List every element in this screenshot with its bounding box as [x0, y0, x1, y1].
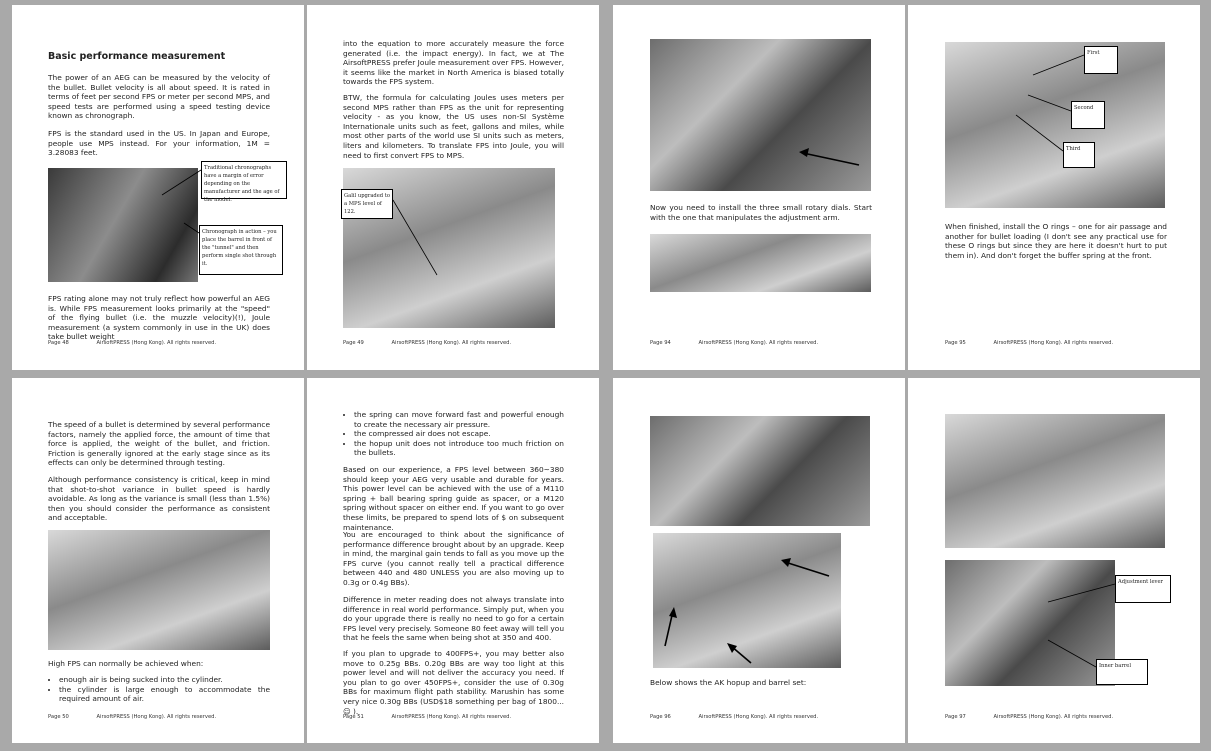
adjustment-arm-photo	[650, 234, 871, 292]
paragraph: Although performance consistency is critical, keep in mind that shot-to-shot variance in bullet speed is hardly avoidable. As long as the variance is small (less than 1.5%) then you should consider the performance as consistent and acceptable.	[48, 475, 270, 523]
paragraph: Below shows the AK hopup and barrel set:	[650, 678, 807, 687]
section-heading: Basic performance measurement	[48, 51, 226, 62]
list-item: • the spring can move forward fast and powerful enough to create the necessary air pressure.	[354, 410, 564, 429]
callout-lines	[307, 5, 599, 370]
page-footer	[650, 340, 844, 346]
page-50	[12, 378, 304, 743]
page-number: Page 48	[48, 340, 69, 346]
page-number: Page 94	[650, 340, 671, 346]
paragraph: Difference in meter reading does not always translate into difference in real world performance. Simply put, when you do your upgrade there is really no need to go for a certain FPS level very precisely. Someone 80 feet away will tell you that he feels the same when being shot at 350 and 400.	[343, 595, 564, 643]
page-51	[307, 378, 599, 743]
page-48	[12, 5, 304, 370]
page-footer	[343, 714, 537, 720]
page-footer	[945, 714, 1139, 720]
paragraph: If you plan to upgrade to 400FPS+, you may better also move to 0.25g BBs. 0.20g BBs are way too light at this power level and will not deliver the accuracy you need. If you plan to go over 450FPS+, consider the use of 0.30g BBs for maximum flight path stability. Marushin has some very nice 0.30g BBs (USD$18 something per bag of 1800... ☺ ).	[343, 649, 564, 716]
paragraph: High FPS can normally be achieved when:	[48, 659, 204, 668]
callout-lines	[908, 378, 1200, 743]
copyright: AirsoftPRESS (Hong Kong). All rights reserved.	[96, 340, 217, 346]
label-first: First	[1084, 46, 1118, 74]
page-94	[613, 5, 905, 370]
paragraph: Now you need to install the three small rotary dials. Start with the one that manipulates the adjustment arm.	[650, 203, 872, 222]
callout-traditional-chronograph: Traditional chronographs have a margin of error depending on the manufacturer and the age of the model.	[201, 161, 287, 199]
label-adjustment-lever: Adjustment lever	[1115, 575, 1171, 603]
page-footer	[650, 714, 844, 720]
paragraph: When finished, install the O rings – one for air passage and another for bullet loading (I don't see any practical use for these O rings but since they are here it doesn't hurt to put them in). And don't forget the buffer spring at the front.	[945, 222, 1167, 260]
paragraph: FPS is the standard used in the US. In Japan and Europe, people use MPS instead. For your information, 1M = 3.28083 feet.	[48, 129, 270, 158]
page-96	[613, 378, 905, 743]
list-item: • the cylinder is large enough to accommodate the required amount of air.	[59, 685, 270, 704]
page-footer	[343, 340, 537, 346]
label-third: Third	[1063, 142, 1095, 168]
page-footer	[945, 340, 1139, 346]
page-49	[307, 5, 599, 370]
copyright: AirsoftPRESS (Hong Kong). All rights reserved.	[391, 340, 512, 346]
copyright: AirsoftPRESS (Hong Kong). All rights reserved.	[993, 714, 1114, 720]
paragraph: into the equation to more accurately measure the force generated (i.e. the impact energy). In fact, we at The AirsoftPRESS prefer Joule measurement over FPS. However, it seems like the market in North America is biased totally towards the FPS system.	[343, 39, 564, 87]
bullet-list	[343, 410, 564, 458]
page-number: Page 51	[343, 714, 364, 720]
paragraph: The power of an AEG can be measured by the velocity of the bullet. Bullet velocity is all about speed. It is rated in terms of feet per second FPS or meter per second MPS, and speed tests are performed using a speed testing device known as chronograph.	[48, 73, 270, 121]
copyright: AirsoftPRESS (Hong Kong). All rights reserved.	[391, 714, 512, 720]
paragraph: BTW, the formula for calculating Joules uses meters per second MPS rather than FPS as the unit for representing velocity - as you know, the US uses non-SI Système Internationale units such as feet, gallons and miles, while most other parts of the world use SI units such as meters, liters and kilometers. To translate FPS into Joule, you will need to first convert FPS to MPS.	[343, 93, 564, 160]
arrow	[613, 5, 905, 370]
callout-lines	[908, 5, 1200, 370]
callout-galil-mps: Galil upgraded to a MPS level of 122.	[341, 189, 393, 219]
paragraph: Based on our experience, a FPS level between 360~380 should keep your AEG very usable and durable for years. This power level can be achieved with the use of a M110 spring + ball bearing spring guide as spacer, or a M120 spring without spacer on either end. If you want to go over these limits, be prepared to spend lots of $ on subsequent maintenance.	[343, 465, 564, 532]
page-95	[908, 5, 1200, 370]
page-number: Page 96	[650, 714, 671, 720]
copyright: AirsoftPRESS (Hong Kong). All rights reserved.	[698, 714, 819, 720]
page-number: Page 50	[48, 714, 69, 720]
copyright: AirsoftPRESS (Hong Kong). All rights reserved.	[993, 340, 1114, 346]
label-second: Second	[1071, 101, 1105, 129]
page-number: Page 95	[945, 340, 966, 346]
label-inner-barrel: Inner barrel	[1096, 659, 1148, 685]
list-item: • enough air is being sucked into the cylinder.	[59, 675, 270, 685]
page-footer	[48, 340, 242, 346]
paragraph: The speed of a bullet is determined by several performance factors, namely the applied force, the amount of time that force is applied, the weight of the bullet, and friction. Friction is generally ignored at the early stage since as its effects can only be determined through testing.	[48, 420, 270, 468]
arrows	[613, 378, 905, 743]
list-item: • the compressed air does not escape.	[354, 429, 564, 439]
callout-chronograph-in-action: Chronograph in action – you place the barrel in front of the "tunnel" and then perform single shot through it.	[199, 225, 283, 275]
copyright: AirsoftPRESS (Hong Kong). All rights reserved.	[698, 340, 819, 346]
page-97	[908, 378, 1200, 743]
copyright: AirsoftPRESS (Hong Kong). All rights reserved.	[96, 714, 217, 720]
page-number: Page 49	[343, 340, 364, 346]
paragraph: FPS rating alone may not truly reflect how powerful an AEG is. While FPS measurement looks primarily at the "speed" of the flying bullet (i.e. the muzzle velocity)(!), Joule measurement (a system commonly in use in the UK) does take bullet weight	[48, 294, 270, 342]
page-number: Page 97	[945, 714, 966, 720]
paragraph: You are encouraged to think about the significance of performance difference brought about by an upgrade. Keep in mind, the marginal gain tends to fall as you move up the FPS curve (you cannot really tell a practical difference between 440 and 480 UNLESS you are also moving up to 0.3g or 0.4g BBs).	[343, 530, 565, 587]
list-item: • the hopup unit does not introduce too much friction on the bullets.	[354, 439, 564, 458]
page-footer	[48, 714, 242, 720]
spring-photo	[48, 530, 270, 650]
bullet-list	[48, 675, 270, 704]
